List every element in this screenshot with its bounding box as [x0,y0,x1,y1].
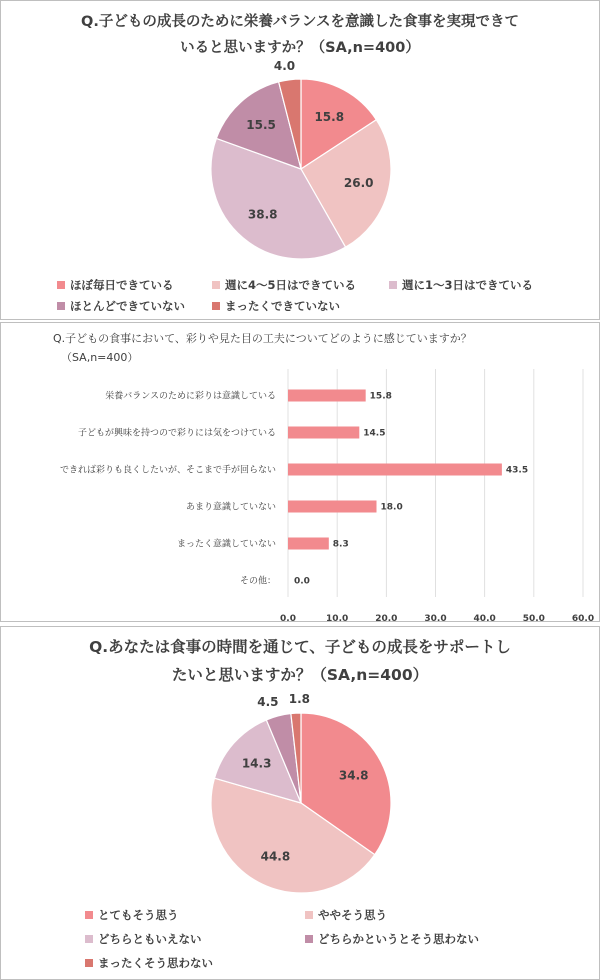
legend-item [85,955,213,971]
chart-title-line: たいと思いますか？（SA,n=400） [171,666,429,684]
bar [288,538,329,550]
data-label: 34.8 [338,768,369,783]
data-label: 14.3 [241,756,272,771]
bar [288,390,366,402]
legend-swatch [389,281,397,289]
data-label: 4.5 [257,695,279,710]
category-label: できれば彩りも良くしたいが、そこまで手が回らない [59,465,276,476]
x-tick-label: 30.0 [424,614,447,624]
chart-title [1,9,599,61]
data-label: 18.0 [380,502,403,513]
pie-chart [201,58,401,263]
legend-label: どちらともいえない [98,932,202,946]
data-label: 38.8 [247,207,278,222]
data-label: 44.8 [260,849,291,864]
chart-title-line: （SA,n=400） [61,351,139,364]
legend-item [305,931,479,947]
bar-chart-panel [0,322,600,622]
chart-title-line: Q.子どもの成長のために栄養バランスを意識した食事を実現できて [81,14,519,30]
chart-title [1,633,599,689]
x-tick-label: 50.0 [522,614,545,624]
data-label: 43.5 [505,465,529,476]
legend-item [305,907,387,923]
legend-label: まったくそう思わない [98,956,213,970]
pie-chart-panel-2 [0,626,600,980]
chart-title-line: いると思いますか？（SA,n=400） [180,40,420,56]
legend-swatch [305,911,313,919]
legend-swatch [85,911,93,919]
legend-item [85,907,179,923]
data-label: 8.3 [332,539,349,550]
data-label: 15.8 [369,391,392,402]
pie-chart [201,692,401,895]
data-label: 15.8 [314,109,345,124]
x-tick-label: 60.0 [571,614,595,624]
category-label: その他： [239,576,276,587]
legend-swatch [85,959,93,967]
data-label: 14.5 [363,428,386,439]
legend-label: ややそう思う [318,908,387,922]
legend-label: とてもそう思う [98,908,179,922]
data-label: 1.8 [288,692,310,707]
x-tick-label: 20.0 [375,614,398,624]
legend-label: 週に4～5日はできている [225,278,357,292]
legend-label: どちらかというとそう思わない [318,932,479,946]
x-tick-label: 40.0 [473,614,496,624]
legend-label: 週に1～3日はできている [402,278,534,292]
bar [288,501,377,513]
x-tick-label: 0.0 [280,614,296,624]
legend-swatch [305,935,313,943]
chart-title-line: Q.あなたは食事の時間を通じて、子どもの成長をサポートし [89,638,511,656]
data-label: 15.5 [246,118,276,133]
data-label: 0.0 [294,576,310,587]
legend-label: ほぼ毎日できている [70,278,174,292]
legend-swatch [212,302,220,310]
legend-item [389,277,533,293]
bar [288,464,502,476]
category-label: あまり意識していない [185,502,276,513]
legend-item [57,298,185,314]
chart-title-line: Q.子どもの食事において、彩りや見た目の工夫についてどのように感じていますか？ [53,332,472,345]
category-label: 栄養バランスのために彩りは意識している [105,391,276,402]
legend-label: まったくできていない [225,299,340,313]
legend-swatch [57,281,65,289]
pie-chart-panel-1 [0,0,600,320]
legend-item [212,277,356,293]
legend-item [57,277,174,293]
category-label: まったく意識していない [176,539,276,550]
legend-swatch [85,935,93,943]
legend-item [85,931,202,947]
data-label: 26.0 [343,175,374,190]
x-tick-label: 10.0 [326,614,349,624]
legend-item [212,298,340,314]
bar [288,427,359,439]
data-label: 4.0 [273,58,296,73]
legend-swatch [57,302,65,310]
legend-swatch [212,281,220,289]
category-label: 子どもが興味を持つので彩りには気をつけている [77,428,276,439]
bar-chart [1,363,599,624]
chart-title [53,329,472,367]
legend-label: ほとんどできていない [70,299,185,313]
